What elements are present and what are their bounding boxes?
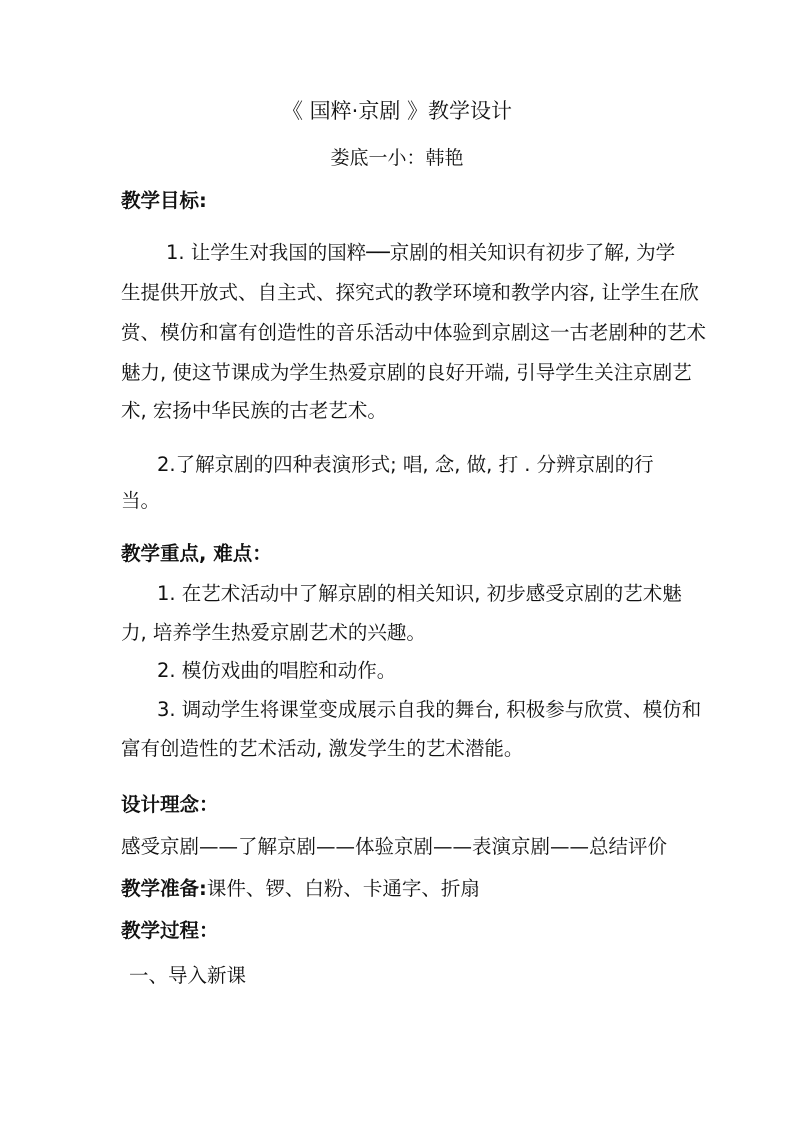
document-title: 《 国粹·京剧 》教学设计 bbox=[281, 99, 513, 123]
goal1-line-3: 赏、模仿和富有创造性的音乐活动中体验到京剧这一古老剧种的艺术 bbox=[121, 321, 707, 344]
keypoint3-line-2: 富有创造性的艺术活动, 激发学生的艺术潜能。 bbox=[121, 737, 524, 760]
concept-heading: 设计理念： bbox=[121, 793, 219, 816]
goal2-line-1: 2.了解京剧的四种表演形式; 唱, 念, 做, 打 . 分辨京剧的行 bbox=[157, 453, 654, 476]
goal1-line-5: 术, 宏扬中华民族的古老艺术。 bbox=[121, 399, 387, 422]
goal1-line-4: 魅力, 使这节课成为学生热爱京剧的良好开端, 引导学生关注京剧艺 bbox=[121, 361, 692, 384]
preparation-text: 课件、锣、白粉、卡通字、折扇 bbox=[206, 877, 480, 900]
keypoint1-line-1: 1. 在艺术活动中了解京剧的相关知识, 初步感受京剧的艺术魅 bbox=[157, 582, 682, 605]
concept-text: 感受京剧——了解京剧——体验京剧——表演京剧——总结评价 bbox=[121, 835, 668, 858]
preparation-label: 教学准备: bbox=[121, 877, 207, 900]
keypoints-heading: 教学重点, 难点： bbox=[121, 542, 272, 565]
preparation-line bbox=[121, 876, 480, 902]
goals-heading: 教学目标: bbox=[121, 189, 207, 212]
keypoint2: 2. 模仿戏曲的唱腔和动作。 bbox=[157, 659, 397, 682]
process-heading: 教学过程： bbox=[121, 919, 219, 942]
goal2-line-2: 当。 bbox=[121, 489, 161, 512]
document-author: 娄底一小：韩艳 bbox=[330, 147, 464, 169]
section-1-title: 一、导入新课 bbox=[129, 964, 247, 987]
goal1-line-1: 1. 让学生对我国的国粹──京剧的相关知识有初步了解, 为学 bbox=[166, 241, 676, 264]
goal1-line-2: 生提供开放式、自主式、探究式的教学环境和教学内容, 让学生在欣 bbox=[121, 281, 699, 304]
keypoint1-line-2: 力, 培养学生热爱京剧艺术的兴趣。 bbox=[121, 621, 426, 644]
keypoint3-line-1: 3. 调动学生将课堂变成展示自我的舞台, 积极参与欣赏、模仿和 bbox=[157, 698, 702, 721]
